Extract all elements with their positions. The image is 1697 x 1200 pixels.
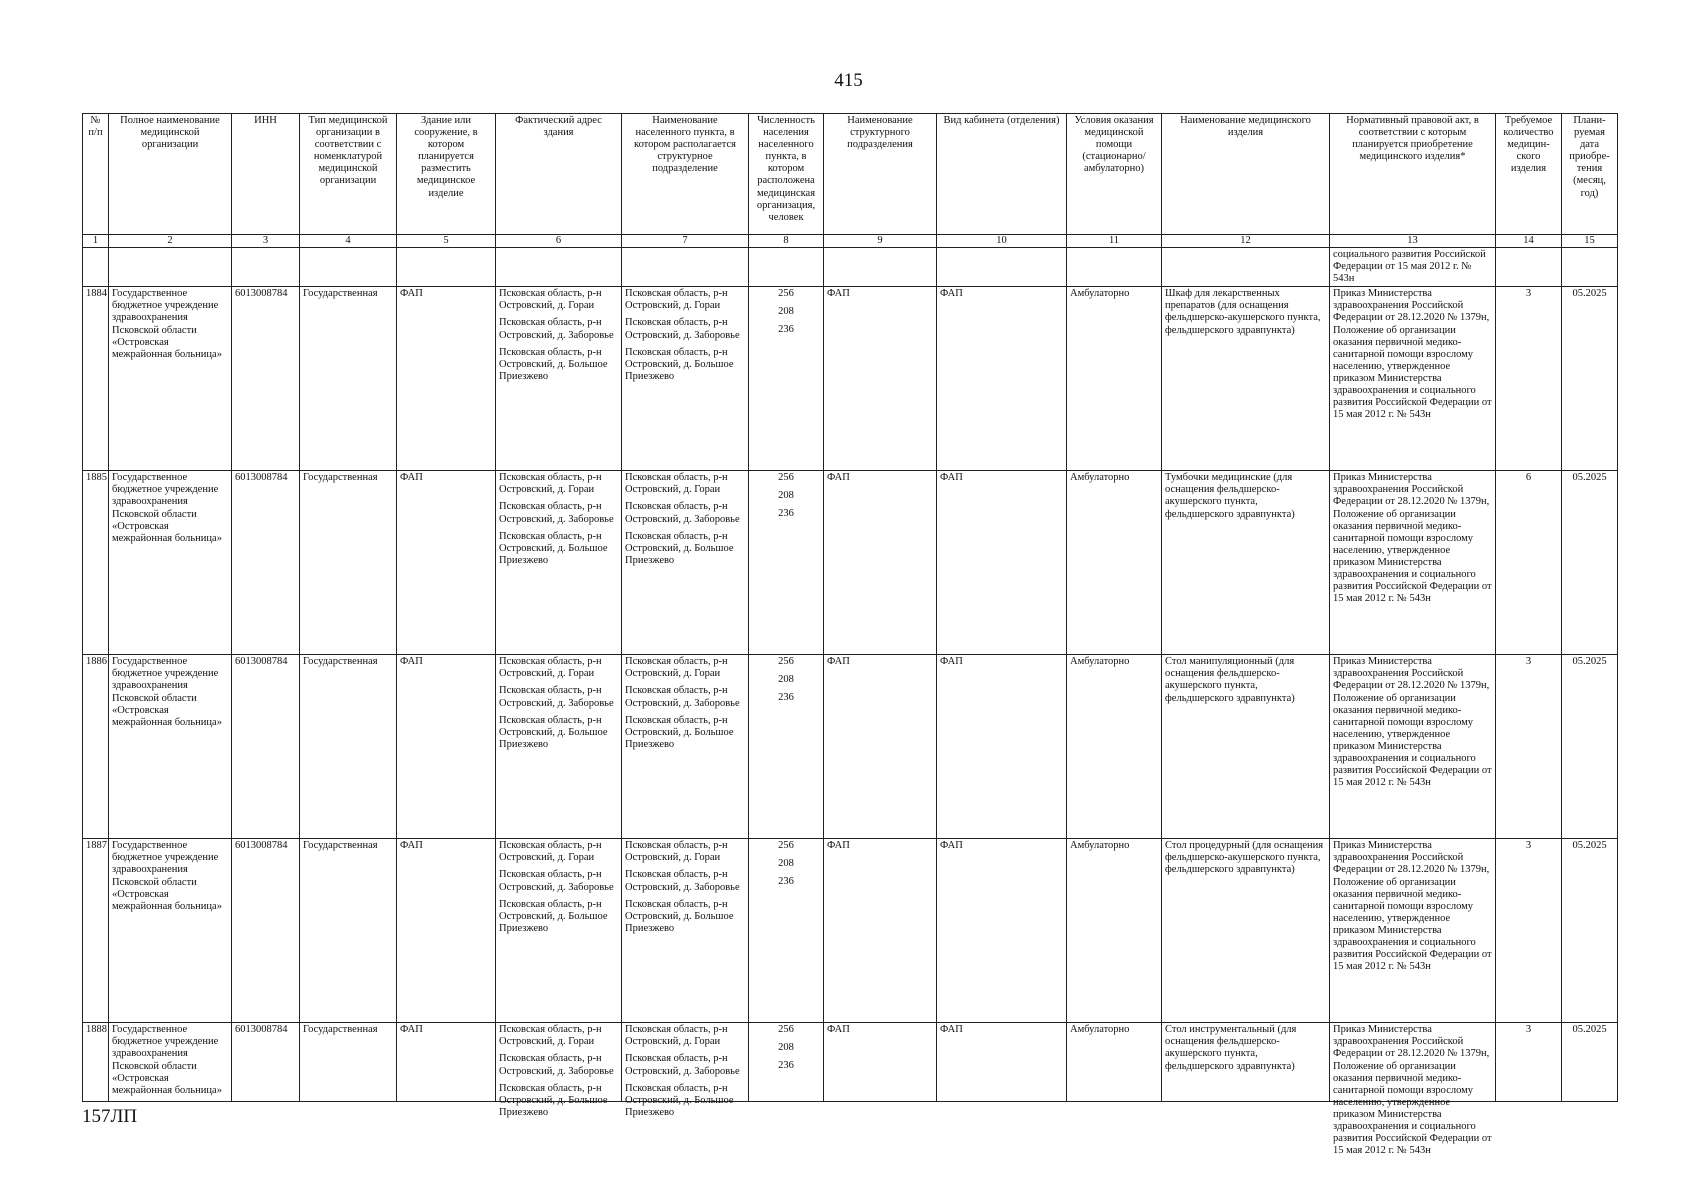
- address-line: Псковская область, р-н Островский, д. Гораи: [499, 288, 602, 312]
- column-number: 2: [109, 235, 232, 248]
- row-number: 1888: [83, 1023, 109, 1102]
- column-header: Требуемое количество медицин-ского изделия: [1496, 114, 1562, 235]
- device-name: Стол процедурный (для оснащения фельдшерско-акушерского пункта, фельдшерского здравпункта): [1162, 839, 1330, 1023]
- org-name: Государственное бюджетное учреждение здравоохранения Псковской области «Островская межрайонная больница»: [109, 1023, 232, 1102]
- column-header: Наименование населенного пункта, в котором располагается структурное подразделение: [622, 114, 749, 235]
- settlement-line: Псковская область, р-н Островский, д. Заборовье: [625, 1053, 740, 1077]
- planned-date: 05.2025: [1562, 655, 1618, 839]
- planned-date: 05.2025: [1562, 287, 1618, 471]
- building: ФАП: [397, 839, 496, 1023]
- settlement-line: Псковская область, р-н Островский, д. Гораи: [625, 840, 728, 864]
- population-value: 256: [778, 472, 794, 484]
- column-number: 10: [937, 235, 1067, 248]
- column-number: 7: [622, 235, 749, 248]
- cabinet-type: ФАП: [937, 287, 1067, 471]
- settlement-line: Псковская область, р-н Островский, д. Большое Приезжево: [625, 530, 734, 566]
- cabinet-type: ФАП: [937, 1023, 1067, 1102]
- subdivision: ФАП: [824, 471, 937, 655]
- planned-date: 05.2025: [1562, 839, 1618, 1023]
- continuation-row: [83, 248, 1618, 287]
- settlement-line: Псковская область, р-н Островский, д. Заборовье: [625, 317, 740, 341]
- actual-address: [496, 287, 622, 471]
- population: [749, 471, 824, 655]
- subdivision: ФАП: [824, 1023, 937, 1102]
- column-header: Полное наименование медицинской организации: [109, 114, 232, 235]
- column-number: 1: [83, 235, 109, 248]
- page-number: 415: [834, 70, 863, 91]
- cabinet-type: ФАП: [937, 839, 1067, 1023]
- population-value: 208: [778, 1042, 794, 1054]
- table-row: [83, 655, 1618, 839]
- population-value: 256: [778, 840, 794, 852]
- settlement-name: [622, 655, 749, 839]
- column-header: Наименование структурного подразделения: [824, 114, 937, 235]
- inn: 6013008784: [232, 839, 300, 1023]
- inn: 6013008784: [232, 287, 300, 471]
- legal-act: Приказ Министерства здравоохранения Российской Федерации от 28.12.2020 № 1379н, Положение об организации оказания первичной медико-санитарной помощи взрослому населению, утвержденное приказом Министерства здравоохранения и социального развития Российской Федерации от 15 мая 2012 г. № 543н: [1330, 839, 1496, 1023]
- address-line: Псковская область, р-н Островский, д. Гораи: [499, 472, 602, 496]
- subdivision: ФАП: [824, 655, 937, 839]
- column-header: Фактический адрес здания: [496, 114, 622, 235]
- org-name: Государственное бюджетное учреждение здравоохранения Псковской области «Островская межрайонная больница»: [109, 839, 232, 1023]
- settlement-name: [622, 287, 749, 471]
- org-type: Государственная: [300, 1023, 397, 1102]
- column-number: 5: [397, 235, 496, 248]
- planned-date: 05.2025: [1562, 1023, 1618, 1102]
- address-line: Псковская область, р-н Островский, д. Заборовье: [499, 317, 614, 341]
- column-number-row: [83, 235, 1618, 248]
- row-number: 1884: [83, 287, 109, 471]
- population: [749, 655, 824, 839]
- legal-act-continuation: социального развития Российской Федерации от 15 мая 2012 г. № 543н: [1330, 248, 1496, 287]
- actual-address: [496, 471, 622, 655]
- org-name: Государственное бюджетное учреждение здравоохранения Псковской области «Островская межрайонная больница»: [109, 287, 232, 471]
- device-name: Стол манипуляционный (для оснащения фельдшерско-акушерского пункта, фельдшерского здравпункта): [1162, 655, 1330, 839]
- column-header: Наименование медицинского изделия: [1162, 114, 1330, 235]
- building: ФАП: [397, 287, 496, 471]
- column-number: 14: [1496, 235, 1562, 248]
- subdivision: ФАП: [824, 287, 937, 471]
- care-conditions: Амбулаторно: [1067, 839, 1162, 1023]
- column-header: ИНН: [232, 114, 300, 235]
- population-value: 256: [778, 288, 794, 300]
- legal-act: Приказ Министерства здравоохранения Российской Федерации от 28.12.2020 № 1379н, Положение об организации оказания первичной медико-санитарной помощи взрослому населению, утвержденное приказом Министерства здравоохранения и социального развития Российской Федерации от 15 мая 2012 г. № 543н: [1330, 287, 1496, 471]
- column-header: Условия оказания медицинской помощи (стационарно/ амбулаторно): [1067, 114, 1162, 235]
- address-line: Псковская область, р-н Островский, д. Заборовье: [499, 1053, 614, 1077]
- column-number: 13: [1330, 235, 1496, 248]
- org-name: Государственное бюджетное учреждение здравоохранения Псковской области «Островская межрайонная больница»: [109, 655, 232, 839]
- column-number: 11: [1067, 235, 1162, 248]
- column-header: Плани-руемая дата приобре-тения (месяц, год): [1562, 114, 1618, 235]
- table-row: [83, 839, 1618, 1023]
- population-value: 208: [778, 858, 794, 870]
- org-type: Государственная: [300, 655, 397, 839]
- address-line: Псковская область, р-н Островский, д. Заборовье: [499, 869, 614, 893]
- column-header: Нормативный правовой акт, в соответствии с которым планируется приобретение медицинского изделия*: [1330, 114, 1496, 235]
- inn: 6013008784: [232, 471, 300, 655]
- population-value: 236: [778, 508, 794, 520]
- building: ФАП: [397, 1023, 496, 1102]
- population: [749, 839, 824, 1023]
- population: [749, 1023, 824, 1102]
- legal-act: Приказ Министерства здравоохранения Российской Федерации от 28.12.2020 № 1379н, Положение об организации оказания первичной медико-санитарной помощи взрослому населению, утвержденное приказом Министерства здравоохранения и социального развития Российской Федерации от 15 мая 2012 г. № 543н: [1330, 655, 1496, 839]
- column-header: Вид кабинета (отделения): [937, 114, 1067, 235]
- inn: 6013008784: [232, 1023, 300, 1102]
- device-name: Стол инструментальный (для оснащения фельдшерско-акушерского пункта, фельдшерского здравпункта): [1162, 1023, 1330, 1102]
- population-value: 256: [778, 1024, 794, 1036]
- population-value: 236: [778, 876, 794, 888]
- row-number: 1885: [83, 471, 109, 655]
- address-line: Псковская область, р-н Островский, д. Большое Приезжево: [499, 346, 608, 382]
- care-conditions: Амбулаторно: [1067, 1023, 1162, 1102]
- actual-address: [496, 655, 622, 839]
- cabinet-type: ФАП: [937, 471, 1067, 655]
- org-name: Государственное бюджетное учреждение здравоохранения Псковской области «Островская межрайонная больница»: [109, 471, 232, 655]
- address-line: Псковская область, р-н Островский, д. Большое Приезжево: [499, 1082, 608, 1118]
- column-header: Численность населения населенного пункта, в котором расположена медицинская организация, человек: [749, 114, 824, 235]
- care-conditions: Амбулаторно: [1067, 655, 1162, 839]
- settlement-line: Псковская область, р-н Островский, д. Гораи: [625, 472, 728, 496]
- settlement-name: [622, 471, 749, 655]
- org-type: Государственная: [300, 839, 397, 1023]
- column-number: 6: [496, 235, 622, 248]
- address-line: Псковская область, р-н Островский, д. Гораи: [499, 1024, 602, 1048]
- actual-address: [496, 839, 622, 1023]
- org-type: Государственная: [300, 471, 397, 655]
- legal-act: Приказ Министерства здравоохранения Российской Федерации от 28.12.2020 № 1379н, Положение об организации оказания первичной медико-санитарной помощи взрослому населению, утвержденное приказом Министерства здравоохранения и социального развития Российской Федерации от 15 мая 2012 г. № 543н: [1330, 471, 1496, 655]
- address-line: Псковская область, р-н Островский, д. Большое Приезжево: [499, 714, 608, 750]
- settlement-line: Псковская область, р-н Островский, д. Гораи: [625, 288, 728, 312]
- column-number: 8: [749, 235, 824, 248]
- quantity: 3: [1496, 655, 1562, 839]
- row-number: 1886: [83, 655, 109, 839]
- population-value: 208: [778, 306, 794, 318]
- column-number: 3: [232, 235, 300, 248]
- population: [749, 287, 824, 471]
- legal-act: Приказ Министерства здравоохранения Российской Федерации от 28.12.2020 № 1379н, Положение об организации оказания первичной медико-санитарной помощи взрослому населению, утвержденное приказом Министерства здравоохранения и социального развития Российской Федерации от 15 мая 2012 г. № 543н: [1330, 1023, 1496, 1102]
- org-type: Государственная: [300, 287, 397, 471]
- settlement-line: Псковская область, р-н Островский, д. Большое Приезжево: [625, 346, 734, 382]
- device-name: Тумбочки медицинские (для оснащения фельдшерско-акушерского пункта, фельдшерского здравпункта): [1162, 471, 1330, 655]
- quantity: 3: [1496, 287, 1562, 471]
- population-value: 236: [778, 1060, 794, 1072]
- column-number: 9: [824, 235, 937, 248]
- column-number: 12: [1162, 235, 1330, 248]
- building: ФАП: [397, 471, 496, 655]
- header-row: [83, 114, 1618, 235]
- settlement-line: Псковская область, р-н Островский, д. Большое Приезжево: [625, 1082, 734, 1118]
- address-line: Псковская область, р-н Островский, д. Большое Приезжево: [499, 898, 608, 934]
- settlement-line: Псковская область, р-н Островский, д. Большое Приезжево: [625, 714, 734, 750]
- address-line: Псковская область, р-н Островский, д. Гораи: [499, 656, 602, 680]
- settlement-line: Псковская область, р-н Островский, д. Гораи: [625, 656, 728, 680]
- building: ФАП: [397, 655, 496, 839]
- settlement-line: Псковская область, р-н Островский, д. Заборовье: [625, 685, 740, 709]
- table-row: [83, 471, 1618, 655]
- address-line: Псковская область, р-н Островский, д. Гораи: [499, 840, 602, 864]
- column-header: Тип медицинской организации в соответствии с номенклатурой медицинской организации: [300, 114, 397, 235]
- quantity: 3: [1496, 1023, 1562, 1102]
- settlement-line: Псковская область, р-н Островский, д. Заборовье: [625, 501, 740, 525]
- address-line: Псковская область, р-н Островский, д. Большое Приезжево: [499, 530, 608, 566]
- actual-address: [496, 1023, 622, 1118]
- quantity: 6: [1496, 471, 1562, 655]
- column-header: № п/п: [83, 114, 109, 235]
- address-line: Псковская область, р-н Островский, д. Заборовье: [499, 501, 614, 525]
- column-header: Здание или сооружение, в котором планируется разместить медицинское изделие: [397, 114, 496, 235]
- settlement-line: Псковская область, р-н Островский, д. Большое Приезжево: [625, 898, 734, 934]
- settlement-name: [622, 839, 749, 1023]
- column-number: 15: [1562, 235, 1618, 248]
- population-value: 208: [778, 674, 794, 686]
- quantity: 3: [1496, 839, 1562, 1023]
- care-conditions: Амбулаторно: [1067, 287, 1162, 471]
- population-value: 256: [778, 656, 794, 668]
- footer-code: 157ЛП: [82, 1106, 138, 1127]
- row-number: 1887: [83, 839, 109, 1023]
- device-name: Шкаф для лекарственных препаратов (для оснащения фельдшерско-акушерского пункта, фельдшерского здравпункта): [1162, 287, 1330, 471]
- address-line: Псковская область, р-н Островский, д. Заборовье: [499, 685, 614, 709]
- population-value: 236: [778, 692, 794, 704]
- population-value: 208: [778, 490, 794, 502]
- cabinet-type: ФАП: [937, 655, 1067, 839]
- table-row: [83, 1023, 1618, 1102]
- table-row: [83, 287, 1618, 471]
- settlement-line: Псковская область, р-н Островский, д. Заборовье: [625, 869, 740, 893]
- settlement-line: Псковская область, р-н Островский, д. Гораи: [625, 1024, 728, 1048]
- subdivision: ФАП: [824, 839, 937, 1023]
- inn: 6013008784: [232, 655, 300, 839]
- settlement-name: [622, 1023, 749, 1118]
- planned-date: 05.2025: [1562, 471, 1618, 655]
- care-conditions: Амбулаторно: [1067, 471, 1162, 655]
- column-number: 4: [300, 235, 397, 248]
- population-value: 236: [778, 324, 794, 336]
